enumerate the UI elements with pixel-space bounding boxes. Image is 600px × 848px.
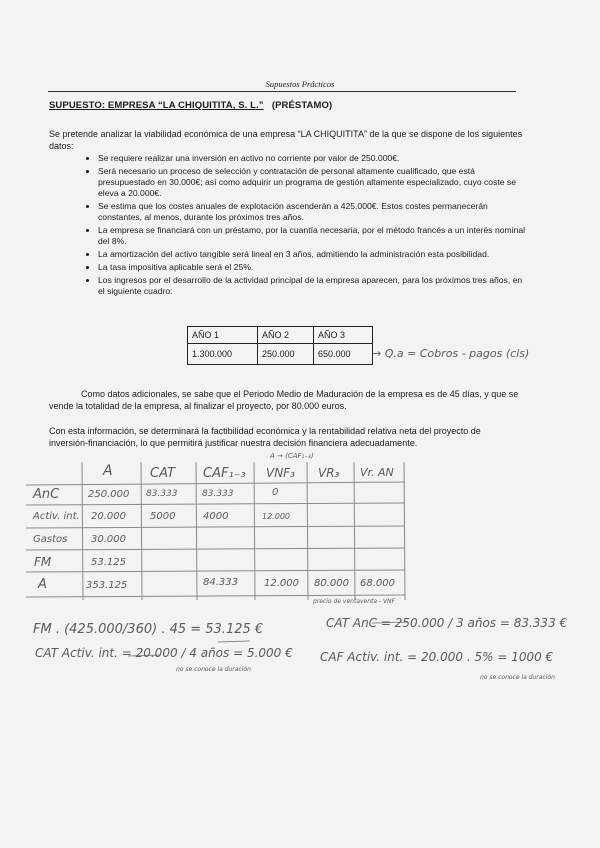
handwritten-cell: 353.125 [86, 580, 128, 591]
handwritten-cell: 250.000 [88, 489, 130, 500]
table-cell: 650.000 [314, 344, 373, 365]
handwritten-row-label: Gastos [33, 534, 68, 545]
handwritten-header: VNF₃ [266, 466, 295, 480]
handwritten-cell: 83.333 [146, 489, 178, 499]
table-header-cell: AÑO 2 [258, 327, 314, 344]
task-paragraph: Con esta información, se determinará la factibilidad económica y la rentabilidad relativa neta del proyecto de inversión-financiación, lo que permitirá justificar nuestra decisión financiera adecuadamente. [49, 426, 481, 448]
table-header-cell: AÑO 1 [188, 327, 258, 344]
book-header: Supuestos Prácticos [265, 79, 335, 89]
handwritten-formula-note: no se conoce la duración [480, 674, 555, 681]
handwritten-cell: 12.000 [262, 512, 290, 521]
handwritten-formula: CAT Activ. int. = 20.000 / 4 años = 5.000 € [35, 646, 293, 660]
handwritten-formula: CAF Activ. int. = 20.000 . 5% = 1000 € [320, 650, 554, 664]
handwritten-cell: 80.000 [314, 578, 349, 589]
handwritten-row-label: AnC [33, 487, 60, 502]
bullet-item: • Será necesario un proceso de selección y contratación de personal altamente cualificado, que está presupuestado en 30.000€; así como adquirir un programa de gestión altamente especializado, cuyo coste se eleva a 20.000€. [98, 166, 528, 199]
table-cell: 250.000 [258, 344, 314, 365]
handwritten-cell: 84.333 [203, 577, 238, 588]
table-cell: 1.300.000 [188, 344, 258, 365]
table-header-cell: AÑO 3 [314, 327, 373, 344]
handwritten-column-note: A → (CAF₁₋₃) [270, 452, 314, 460]
bullet-item: • Los ingresos por el desarrollo de la actividad principal de la empresa aparecen, para los próximos tres años, en el siguiente cuadro: [98, 275, 528, 297]
handwritten-cell: 53.125 [91, 557, 126, 568]
title-suffix: (PRÉSTAMO) [271, 100, 333, 111]
handwritten-formula: FM . (425.000/360) . 45 = 53.125 € [33, 622, 264, 637]
handwritten-arrow-note: → Q.a = Cobros - pagos (cls) [372, 347, 530, 360]
title-main: SUPUESTO: EMPRESA “LA CHIQUITITA, S. L.” [49, 100, 264, 111]
handwritten-cell: 20.000 [91, 511, 126, 522]
handwritten-cell: 12.000 [264, 578, 299, 589]
handwritten-cell: 68.000 [360, 578, 395, 589]
additional-data-paragraph: Como datos adicionales, se sabe que el Periodo Medio de Maduración de la empresa es de 45 días, y que se vende la totalidad de la empresa, al finalizar el proyecto, por 80.000 euros. [49, 389, 519, 411]
handwritten-cell: 83.333 [202, 489, 234, 499]
handwritten-subnote: precio de venta [313, 598, 360, 605]
handwritten-cell: 0 [272, 487, 279, 498]
handwritten-header: CAF₁₋₃ [203, 466, 246, 481]
handwritten-header: VR₃ [318, 466, 340, 480]
bullet-item: • Se estima que los costes anuales de explotación ascenderán a 425.000€. Estos costes permanecerán constantes, al menos, durante los próximos tres años. [98, 201, 528, 223]
handwritten-header: CAT [150, 466, 175, 481]
bullet-item: • Se requiere realizar una inversión en activo no corriente por valor de 250.000€. [98, 153, 528, 164]
bullet-item: • La tasa impositiva aplicable será el 25%. [98, 262, 528, 273]
handwritten-cell: 4000 [203, 511, 229, 522]
intro-paragraph: Se pretende analizar la viabilidad económica de una empresa “LA CHIQUITITA” de la que se dispone de los siguientes datos: [49, 129, 523, 151]
handwritten-subnote: venta - VNF [360, 598, 396, 605]
handwritten-cell: 30.000 [91, 534, 126, 545]
handwritten-row-label: Activ. int. [33, 511, 80, 522]
handwritten-row-label: A [38, 577, 47, 592]
bullet-item: • La empresa se financiará con un préstamo, por la cuantía necesaria, por el método francés a un interés nominal del 8%. [98, 225, 528, 247]
handwritten-cell: 5000 [150, 511, 176, 522]
handwritten-header: A [103, 463, 113, 479]
handwritten-formula-note: no se conoce la duración [176, 666, 251, 673]
bullet-item: • La amortización del activo tangible será lineal en 3 años, admitiendo la administración esta posibilidad. [98, 249, 528, 260]
handwritten-header: Vr. AN [360, 466, 394, 479]
handwritten-row-label: FM [34, 555, 52, 569]
handwritten-formula: CAT AnC = 250.000 / 3 años = 83.333 € [326, 616, 568, 630]
